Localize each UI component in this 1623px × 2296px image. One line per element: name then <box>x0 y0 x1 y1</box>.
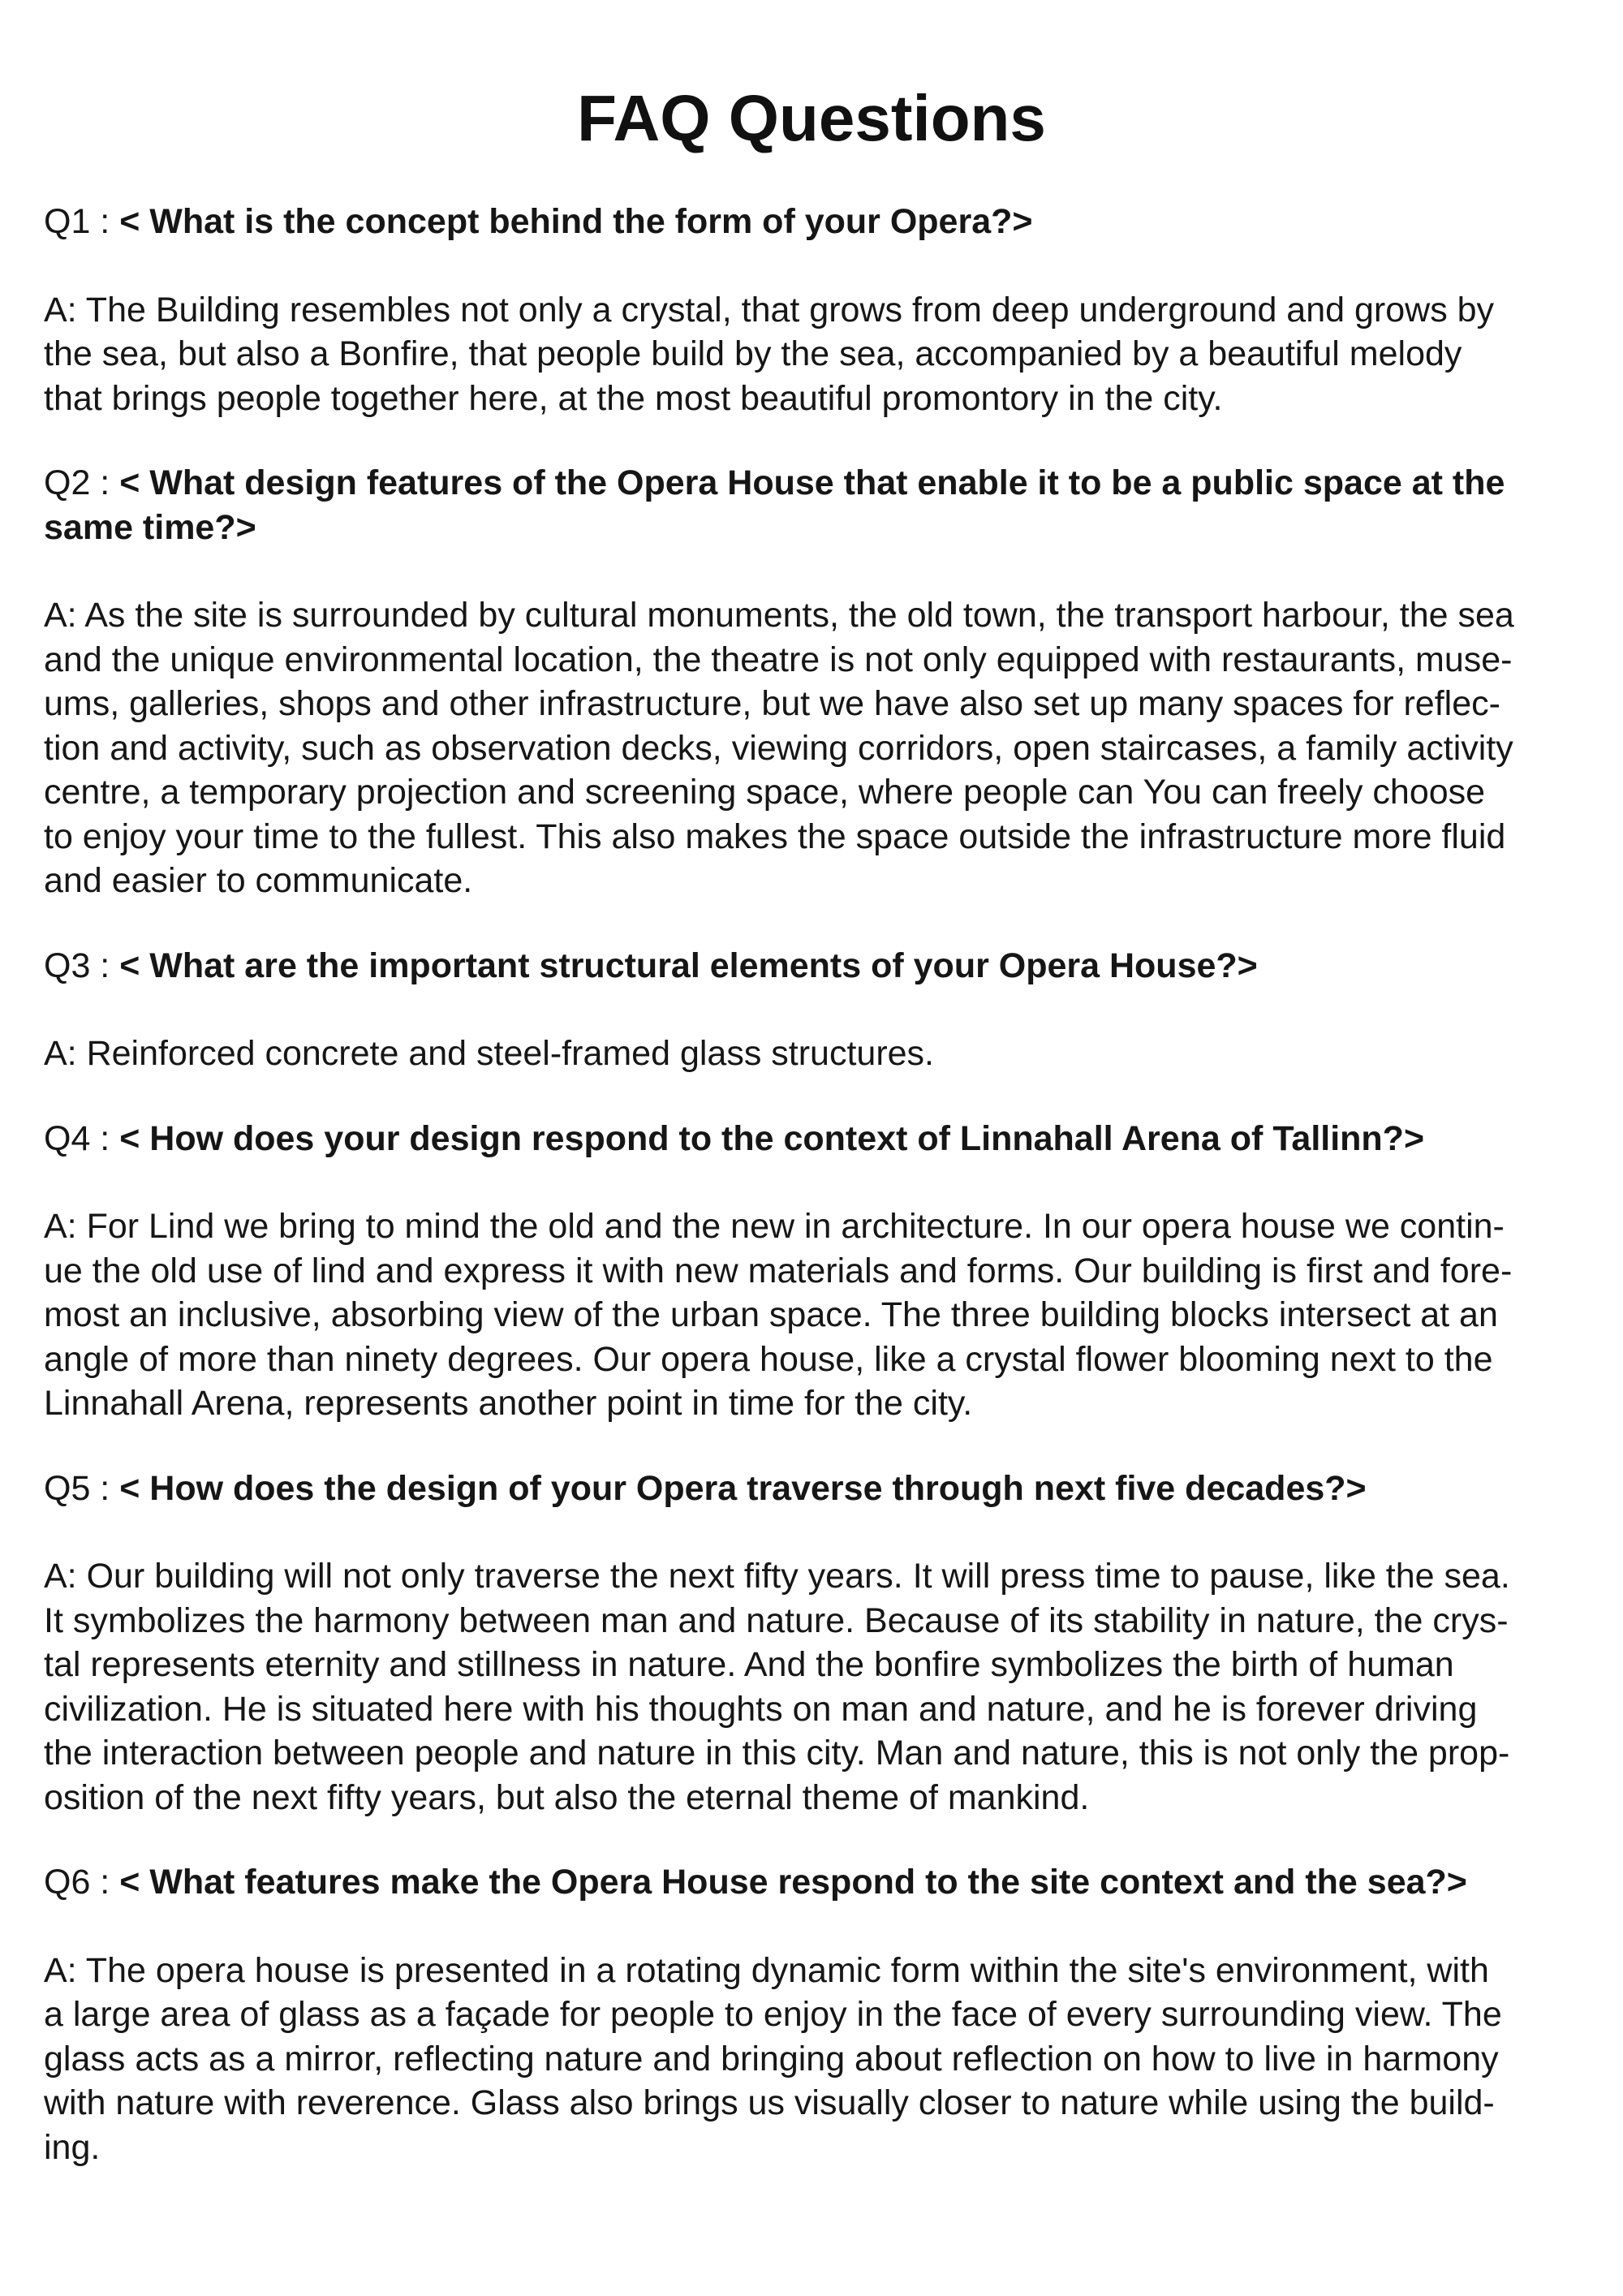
faq-item-6 <box>44 1860 1579 2169</box>
question-label: Q1 : <box>44 202 120 241</box>
question <box>44 1467 1579 1511</box>
question <box>44 1860 1579 1905</box>
question-label: Q3 : <box>44 946 120 985</box>
question-label: Q2 : <box>44 463 120 502</box>
answer-text: A: Reinforced concrete and steel-framed glass structures. <box>44 1034 935 1073</box>
faq-item-4 <box>44 1117 1579 1426</box>
question-text: < What is the concept behind the form of your Opera?> <box>119 202 1033 241</box>
faq-item-1 <box>44 200 1579 420</box>
faq-item-2 <box>44 461 1579 903</box>
question-label: Q4 : <box>44 1118 120 1158</box>
question <box>44 200 1579 244</box>
question-text: < What design features of the Opera House that enable it to be a public space at the same time?> <box>44 463 1505 547</box>
answer-text: A: As the site is surrounded by cultural monuments, the old town, the transport harbour, the sea and the unique environmental location, the theatre is not only equipped with restaurants, muse- ums, galleries, shops and other infrastructure, but we have also set up many spaces for reflec- tion and activity, such as observation decks, viewing corridors, open staircases, a family activity centre, a temporary projection and screening space, where people can You can freely choose to enjoy your time to the fullest. This also makes the space outside the infrastructure more fluid and easier to communicate. <box>44 596 1514 900</box>
question-text: < What are the important structural elements of your Opera House?> <box>119 946 1258 985</box>
answer-text: A: For Lind we bring to mind the old and the new in architecture. In our opera house we contin- ue the old use of lind and express it with new materials and forms. Our building is first and fore- most an inclusive, absorbing view of the urban space. The three building blocks intersect at an angle of more than ninety degrees. Our opera house, like a crystal flower blooming next to the Linnahall Arena, represents another point in time for the city. <box>44 1207 1513 1423</box>
faq-item-5 <box>44 1467 1579 1820</box>
question <box>44 1117 1579 1161</box>
page-title: FAQ Questions <box>577 82 1046 154</box>
answer-text: A: The opera house is presented in a rotating dynamic form within the site's environment, with a large area of glass as a façade for people to enjoy in the face of every surrounding view. The glass acts as a mirror, reflecting nature and bringing about reflection on how to live in harmony with nature with reverence. Glass also brings us visually closer to nature while using the build- ing. <box>44 1950 1502 2167</box>
question <box>44 944 1579 989</box>
question-label: Q6 : <box>44 1863 120 1902</box>
question-label: Q5 : <box>44 1468 120 1508</box>
faq-item-3 <box>44 944 1579 1076</box>
question-text: < How does the design of your Opera traverse through next five decades?> <box>119 1468 1367 1508</box>
question <box>44 461 1579 549</box>
question-text: < How does your design respond to the context of Linnahall Arena of Tallinn?> <box>119 1118 1425 1158</box>
question-text: < What features make the Opera House respond to the site context and the sea?> <box>119 1863 1467 1902</box>
answer-text: A: The Building resembles not only a crystal, that grows from deep underground and grows by the sea, but also a Bonfire, that people build by the sea, accompanied by a beautiful melody that brings people together here, at the most beautiful promontory in the city. <box>44 290 1495 418</box>
answer-text: A: Our building will not only traverse the next fifty years. It will press time to pause, like the sea. It symbolizes the harmony between man and nature. Because of its stability in nature, the crys- tal represents eternity and stillness in nature. And the bonfire symbolizes the birth of human civilization. He is situated here with his thoughts on man and nature, and he is forever driving the interaction between people and nature in this city. Man and nature, this is not only the prop- osition of the next fifty years, but also the eternal theme of mankind. <box>44 1557 1510 1817</box>
